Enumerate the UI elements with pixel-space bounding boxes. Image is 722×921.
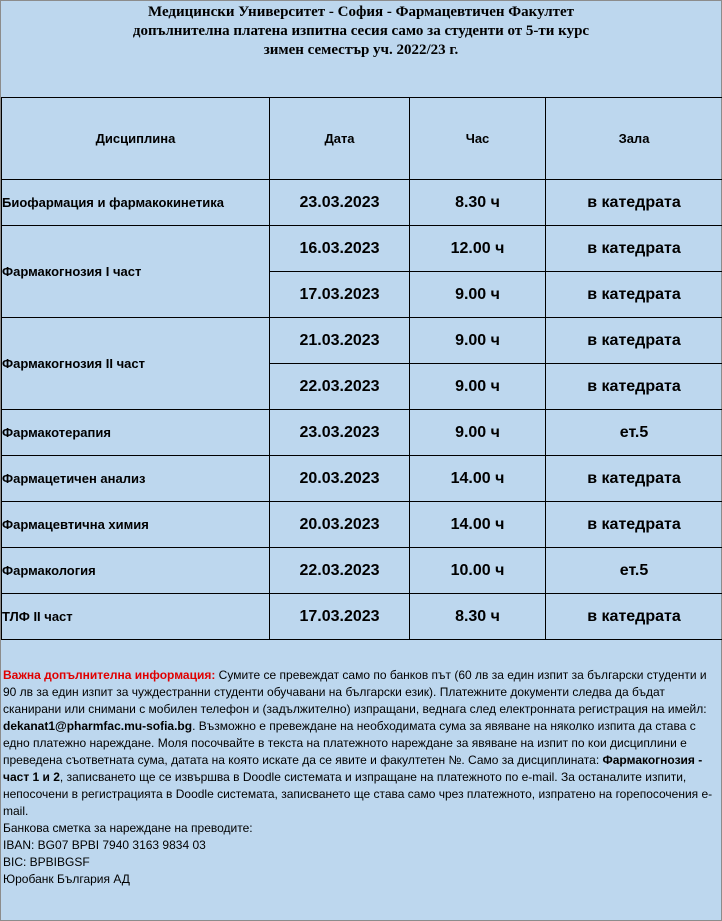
date-cell: 21.03.2023 bbox=[270, 318, 410, 364]
info-email: dekanat1@pharmfac.mu-sofia.bg bbox=[3, 719, 193, 733]
info-discipline: Фармакогнозия - част 1 и 2 bbox=[3, 753, 703, 784]
table-row bbox=[2, 456, 722, 502]
column-header-date: Дата bbox=[270, 98, 410, 180]
info-text-part2: . Възможно е превеждане на необходимата сума за явяване на няколко изпита да става с едно платежно нареждане. Моля посочвайте в текста на платежното нареждане за явяване на изпит по кои дисциплини е преведена съответната сума, датата на която искате да се явите и факултетен №. Само за дисциплината: bbox=[3, 719, 696, 767]
info-paragraph bbox=[3, 667, 715, 820]
room-cell: в катедрата bbox=[546, 180, 722, 226]
iban: IBAN: BG07 BPBI 7940 3163 9834 03 bbox=[3, 838, 206, 852]
additional-info bbox=[3, 667, 715, 888]
time-cell: 14.00 ч bbox=[410, 456, 546, 502]
date-cell: 22.03.2023 bbox=[270, 548, 410, 594]
column-header-room: Зала bbox=[546, 98, 722, 180]
date-cell: 20.03.2023 bbox=[270, 502, 410, 548]
time-cell: 12.00 ч bbox=[410, 226, 546, 272]
date-cell: 17.03.2023 bbox=[270, 272, 410, 318]
room-cell: в катедрата bbox=[546, 456, 722, 502]
date-cell: 16.03.2023 bbox=[270, 226, 410, 272]
room-cell: ет.5 bbox=[546, 548, 722, 594]
time-cell: 9.00 ч bbox=[410, 410, 546, 456]
date-cell: 23.03.2023 bbox=[270, 410, 410, 456]
discipline-cell: Фармакогнозия II част bbox=[2, 318, 270, 410]
table-row bbox=[2, 594, 722, 640]
discipline-cell: Фармацетичен анализ bbox=[2, 456, 270, 502]
time-cell: 8.30 ч bbox=[410, 594, 546, 640]
column-header-time: Час bbox=[410, 98, 546, 180]
discipline-cell: ТЛФ II част bbox=[2, 594, 270, 640]
info-text-part1: Сумите се превеждат само по банков път (60 лв за един изпит за български студенти и 90 лв за един изпит за чуждестранни студенти обучавани на български език). Платежните документи следва да бъдат сканирани или снимани с мобилен телефон и (задължително) изпращани, веднага след електронната регистрация на имейл: bbox=[3, 668, 707, 716]
table-row bbox=[2, 548, 722, 594]
page-header bbox=[0, 3, 722, 60]
room-cell: в катедрата bbox=[546, 594, 722, 640]
table-row bbox=[2, 410, 722, 456]
table-header-row bbox=[2, 98, 722, 180]
discipline-cell: Биофармация и фармакокинетика bbox=[2, 180, 270, 226]
bank-name: Юробанк България АД bbox=[3, 872, 130, 886]
time-cell: 9.00 ч bbox=[410, 318, 546, 364]
header-semester: зимен семестър уч. 2022/23 г. bbox=[263, 42, 459, 58]
table-row bbox=[2, 180, 722, 226]
room-cell: в катедрата bbox=[546, 226, 722, 272]
discipline-cell: Фармакология bbox=[2, 548, 270, 594]
room-cell: в катедрата bbox=[546, 364, 722, 410]
bank-account-label: Банкова сметка за нареждане на преводите: bbox=[3, 821, 253, 835]
column-header-discipline: Дисциплина bbox=[2, 98, 270, 180]
table-row bbox=[2, 226, 722, 272]
discipline-cell: Фармацевтична химия bbox=[2, 502, 270, 548]
time-cell: 10.00 ч bbox=[410, 548, 546, 594]
room-cell: ет.5 bbox=[546, 410, 722, 456]
exam-schedule-table bbox=[1, 97, 722, 640]
time-cell: 14.00 ч bbox=[410, 502, 546, 548]
room-cell: в катедрата bbox=[546, 272, 722, 318]
room-cell: в катедрата bbox=[546, 502, 722, 548]
date-cell: 20.03.2023 bbox=[270, 456, 410, 502]
info-text-part3: , записването ще се извършва в Doodle системата и изпращане на платежното по e-mail. За останалите изпити, непосочени в регистрацията в Doodle системата, записването ще става само чрез платежното, изпратено на горепосочения e-mail. bbox=[3, 770, 713, 818]
time-cell: 9.00 ч bbox=[410, 272, 546, 318]
table-row bbox=[2, 502, 722, 548]
time-cell: 9.00 ч bbox=[410, 364, 546, 410]
discipline-cell: Фармакогнозия I част bbox=[2, 226, 270, 318]
date-cell: 17.03.2023 bbox=[270, 594, 410, 640]
date-cell: 22.03.2023 bbox=[270, 364, 410, 410]
time-cell: 8.30 ч bbox=[410, 180, 546, 226]
date-cell: 23.03.2023 bbox=[270, 180, 410, 226]
bic: BIC: BPBIBGSF bbox=[3, 855, 90, 869]
room-cell: в катедрата bbox=[546, 318, 722, 364]
header-session: допълнителна платена изпитна сесия само за студенти от 5-ти курс bbox=[132, 23, 590, 39]
table-row bbox=[2, 318, 722, 364]
header-university: Медицински Университет - София - Фармацевтичен Факултет bbox=[148, 4, 574, 20]
discipline-cell: Фармакотерапия bbox=[2, 410, 270, 456]
info-heading: Важна допълнителна информация: bbox=[3, 668, 216, 682]
